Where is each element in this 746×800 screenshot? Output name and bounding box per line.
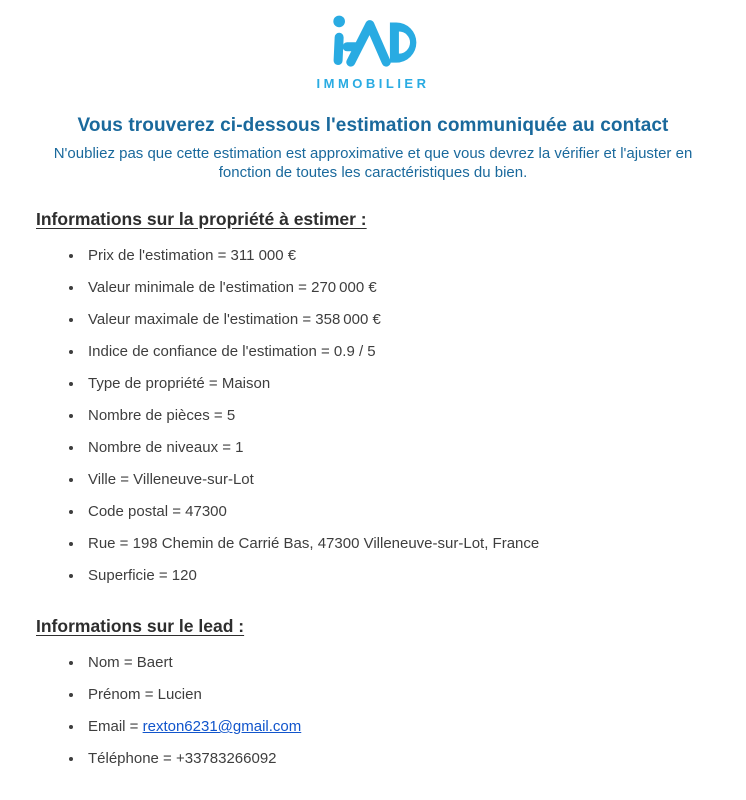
list-item-phone: • Téléphone = +33783266092 xyxy=(84,749,710,768)
logo-subtitle: IMMOBILIER xyxy=(316,76,430,91)
list-item-postal-code: • Code postal = 47300 xyxy=(84,502,710,521)
property-info-list xyxy=(36,246,710,585)
list-item-street: • Rue = 198 Chemin de Carrié Bas, 47300 Villeneuve-sur-Lot, France xyxy=(84,534,710,553)
disclaimer-text: N'oubliez pas que cette estimation est approximative et que vous devrez la vérifier et l'ajuster en fonction de toutes les caractéristiques du bien. xyxy=(53,145,693,181)
list-item-city: • Ville = Villeneuve-sur-Lot xyxy=(84,470,710,489)
lead-info-list xyxy=(36,653,710,768)
email-label: Email = xyxy=(88,718,143,735)
list-item-firstname: • Prénom = Lucien xyxy=(84,685,710,704)
list-item-surface: • Superficie = 120 xyxy=(84,566,710,585)
list-item-min-value: • Valeur minimale de l'estimation = 270 000 € xyxy=(84,278,710,297)
section-heading-property: Informations sur la propriété à estimer : xyxy=(36,209,367,229)
list-item-rooms: • Nombre de pièces = 5 xyxy=(84,406,710,425)
email-link[interactable]: rexton6231@gmail.com xyxy=(142,718,302,735)
list-item-lastname: • Nom = Baert xyxy=(84,653,710,672)
logo xyxy=(36,10,710,91)
page-title: Vous trouverez ci-dessous l'estimation communiquée au contact xyxy=(77,115,669,136)
list-item-levels: • Nombre de niveaux = 1 xyxy=(84,438,710,457)
iad-logo-icon xyxy=(325,14,421,69)
list-item-email xyxy=(84,717,710,736)
list-item-property-type: • Type de propriété = Maison xyxy=(84,374,710,393)
list-item-price: • Prix de l'estimation = 311 000 € xyxy=(84,246,710,265)
list-item-max-value: • Valeur maximale de l'estimation = 358 000 € xyxy=(84,310,710,329)
list-item-confidence: • Indice de confiance de l'estimation = 0.9 / 5 xyxy=(84,342,710,361)
section-heading-lead: Informations sur le lead : xyxy=(36,616,245,636)
